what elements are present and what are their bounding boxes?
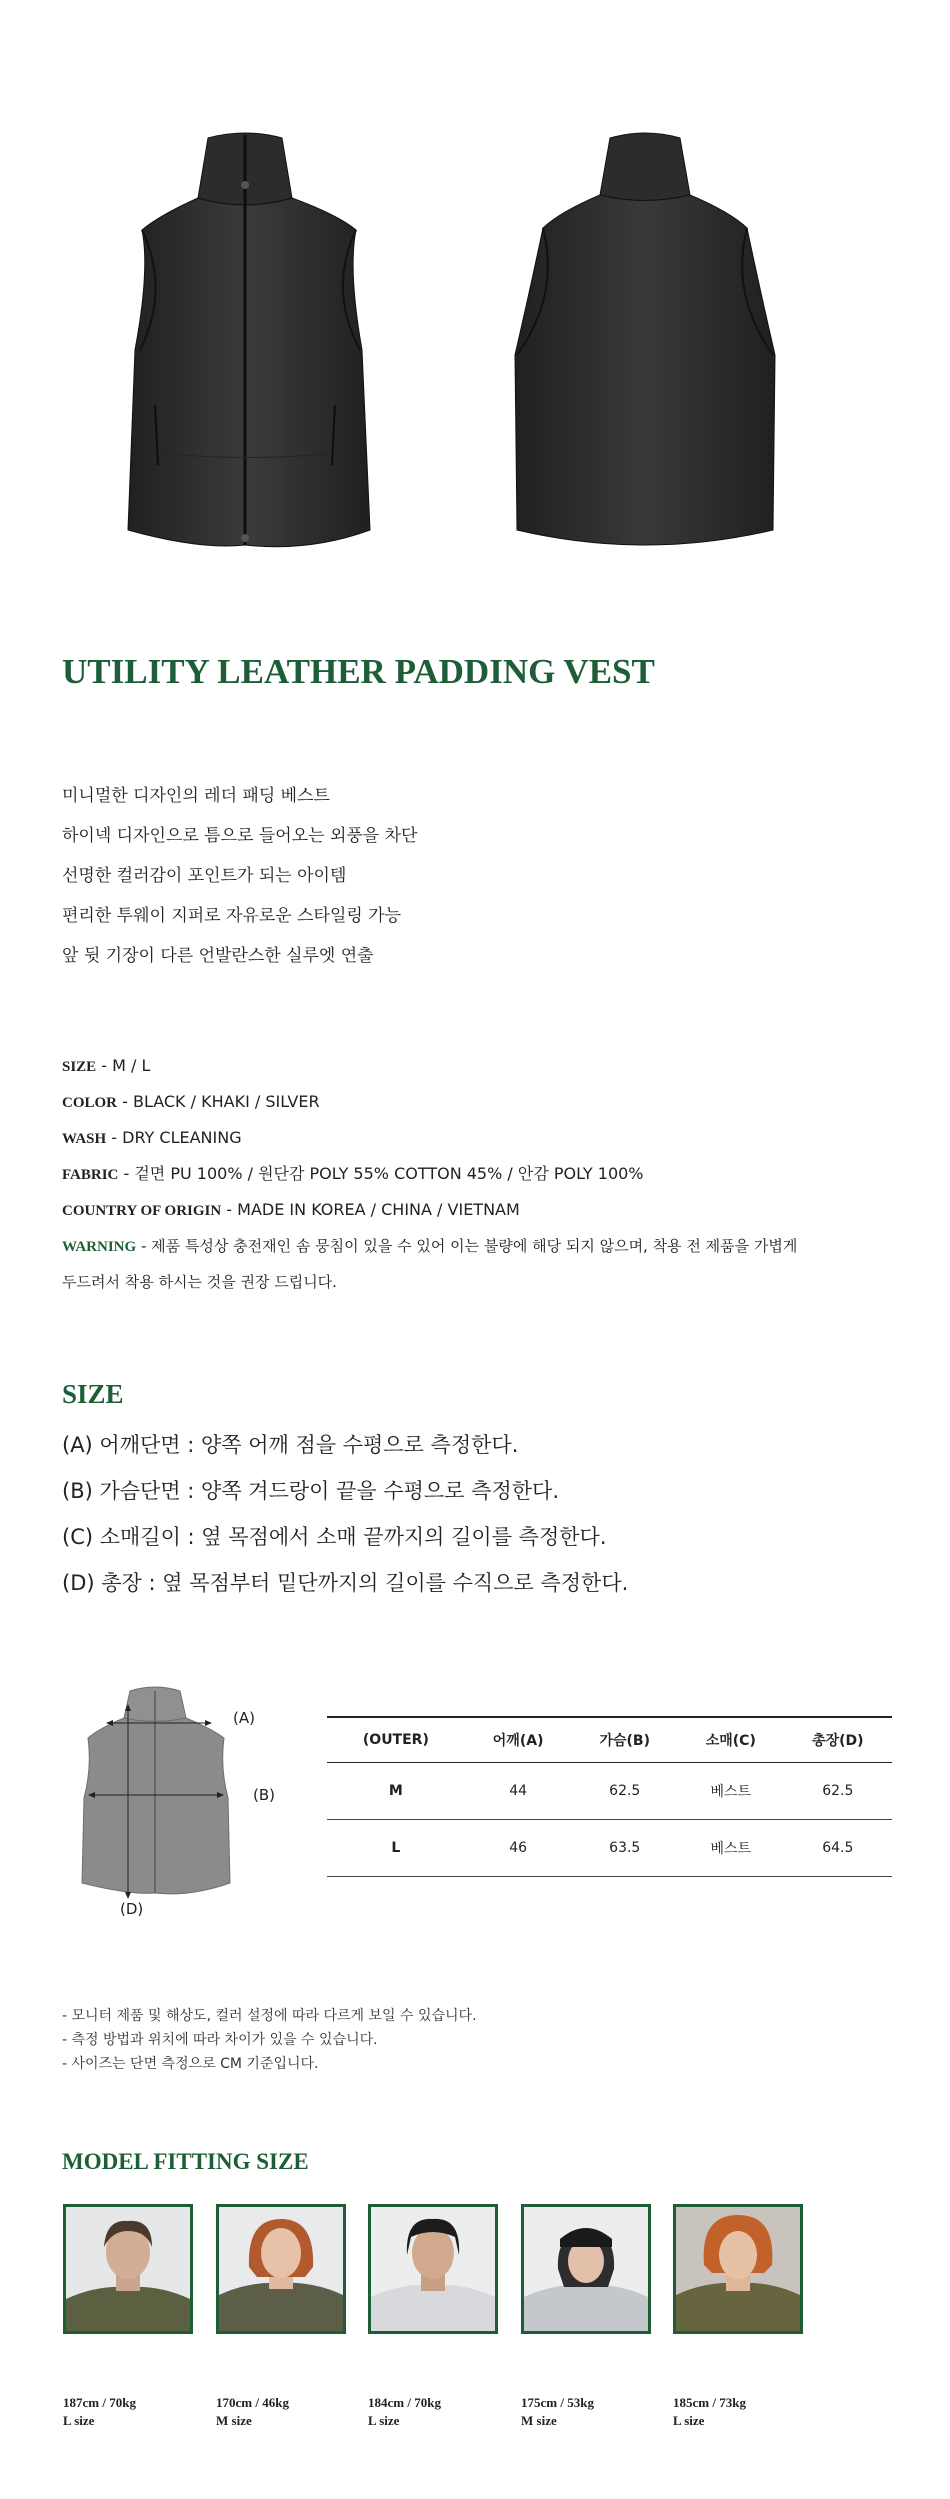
spec-size-label: SIZE — [62, 1059, 97, 1075]
model-caption — [368, 2394, 441, 2430]
size-table-cell: 63.5 — [572, 1820, 678, 1877]
size-diagram — [70, 1683, 290, 1923]
spec-fabric — [62, 1156, 922, 1192]
size-table — [327, 1716, 892, 1877]
size-table-header: 가슴(B) — [572, 1717, 678, 1763]
spec-color-label: COLOR — [62, 1095, 118, 1111]
model-caption — [63, 2394, 136, 2430]
size-notes — [62, 2004, 477, 2076]
model-stats: 175cm / 53kg — [521, 2395, 594, 2410]
model-photo — [673, 2204, 803, 2334]
spec-warning — [62, 1228, 922, 1264]
diagram-label-b: (B) — [253, 1786, 275, 1804]
description-line: 하이넥 디자인으로 틈으로 들어오는 외풍을 차단 — [62, 826, 418, 846]
spec-wash-value: - DRY CLEANING — [106, 1128, 242, 1147]
model-photo — [63, 2204, 193, 2334]
spec-size — [62, 1048, 922, 1084]
spec-origin-value: - MADE IN KOREA / CHINA / VIETNAM — [221, 1200, 520, 1219]
model-size: M size — [521, 2413, 557, 2428]
model-photo — [368, 2204, 498, 2334]
spec-origin-label: COUNTRY OF ORIGIN — [62, 1203, 222, 1219]
spec-wash-label: WASH — [62, 1131, 107, 1147]
spec-warning-value: - 제품 특성상 충전재인 솜 뭉침이 있을 수 있어 이는 불량에 해당 되지 않으며, 착용 전 제품을 가볍게 — [136, 1237, 798, 1255]
spec-warning-label: WARNING — [62, 1239, 137, 1255]
measurement-guide — [62, 1422, 628, 1606]
product-title: UTILITY LEATHER PADDING VEST — [62, 652, 655, 691]
product-specs — [62, 1048, 922, 1300]
vest-front-image — [80, 120, 410, 570]
model-stats: 170cm / 46kg — [216, 2395, 289, 2410]
size-table-cell: L — [327, 1820, 465, 1877]
model-stats: 184cm / 70kg — [368, 2395, 441, 2410]
size-table-header: (OUTER) — [327, 1717, 465, 1763]
spec-wash — [62, 1120, 922, 1156]
spec-color-value: - BLACK / KHAKI / SILVER — [117, 1092, 320, 1111]
model-caption — [673, 2394, 746, 2430]
measurement-line: (B) 가슴단면 : 양쪽 겨드랑이 끝을 수평으로 측정한다. — [62, 1479, 559, 1503]
model-stats: 185cm / 73kg — [673, 2395, 746, 2410]
size-table-cell: 베스트 — [678, 1820, 784, 1877]
model-stats: 187cm / 70kg — [63, 2395, 136, 2410]
model-size: L size — [673, 2413, 705, 2428]
note-line: - 측정 방법과 위치에 따라 차이가 있을 수 있습니다. — [62, 2032, 378, 2048]
table-row — [327, 1763, 892, 1820]
size-table-header: 어깨(A) — [465, 1717, 572, 1763]
measurement-line: (D) 총장 : 옆 목점부터 밑단까지의 길이를 수직으로 측정한다. — [62, 1571, 629, 1595]
note-line: - 사이즈는 단면 측정으로 CM 기준입니다. — [62, 2056, 319, 2072]
size-heading: SIZE — [62, 1379, 124, 1409]
measurement-line: (A) 어깨단면 : 양쪽 어깨 점을 수평으로 측정한다. — [62, 1433, 519, 1457]
spec-fabric-label: FABRIC — [62, 1167, 119, 1183]
model-caption — [216, 2394, 289, 2430]
model-size: L size — [368, 2413, 400, 2428]
size-table-header: 총장(D) — [784, 1717, 892, 1763]
size-table-cell: 46 — [465, 1820, 572, 1877]
model-fitting-heading: MODEL FITTING SIZE — [62, 2149, 309, 2174]
spec-color — [62, 1084, 922, 1120]
diagram-label-a: (A) — [233, 1709, 255, 1727]
spec-fabric-value: - 겉면 PU 100% / 원단감 POLY 55% COTTON 45% / 안감 POLY 100% — [118, 1164, 644, 1183]
size-table-cell: 62.5 — [784, 1763, 892, 1820]
vest-back-image — [475, 120, 815, 570]
size-table-cell: 베스트 — [678, 1763, 784, 1820]
spec-origin — [62, 1192, 922, 1228]
diagram-label-d: (D) — [120, 1900, 144, 1918]
spec-warning-continued: 두드려서 착용 하시는 것을 권장 드립니다. — [62, 1273, 337, 1291]
size-table-cell: 64.5 — [784, 1820, 892, 1877]
description-line: 선명한 컬러감이 포인트가 되는 아이템 — [62, 866, 347, 886]
description-line: 편리한 투웨이 지퍼로 자유로운 스타일링 가능 — [62, 906, 402, 926]
description-line: 앞 뒷 기장이 다른 언발란스한 실루엣 연출 — [62, 946, 374, 966]
size-table-header-row — [327, 1717, 892, 1763]
size-table-header: 소매(C) — [678, 1717, 784, 1763]
note-line: - 모니터 제품 및 해상도, 컬러 설정에 따라 다르게 보일 수 있습니다. — [62, 2008, 477, 2024]
model-size: L size — [63, 2413, 95, 2428]
model-size: M size — [216, 2413, 252, 2428]
model-caption — [521, 2394, 594, 2430]
size-table-cell: 62.5 — [572, 1763, 678, 1820]
model-photo — [216, 2204, 346, 2334]
product-description — [62, 776, 417, 976]
table-row — [327, 1820, 892, 1877]
model-photo — [521, 2204, 651, 2334]
size-table-cell: 44 — [465, 1763, 572, 1820]
size-table-cell: M — [327, 1763, 465, 1820]
spec-size-value: - M / L — [96, 1056, 151, 1075]
measurement-line: (C) 소매길이 : 옆 목점에서 소매 끝까지의 길이를 측정한다. — [62, 1525, 607, 1549]
description-line: 미니멀한 디자인의 레더 패딩 베스트 — [62, 786, 330, 806]
